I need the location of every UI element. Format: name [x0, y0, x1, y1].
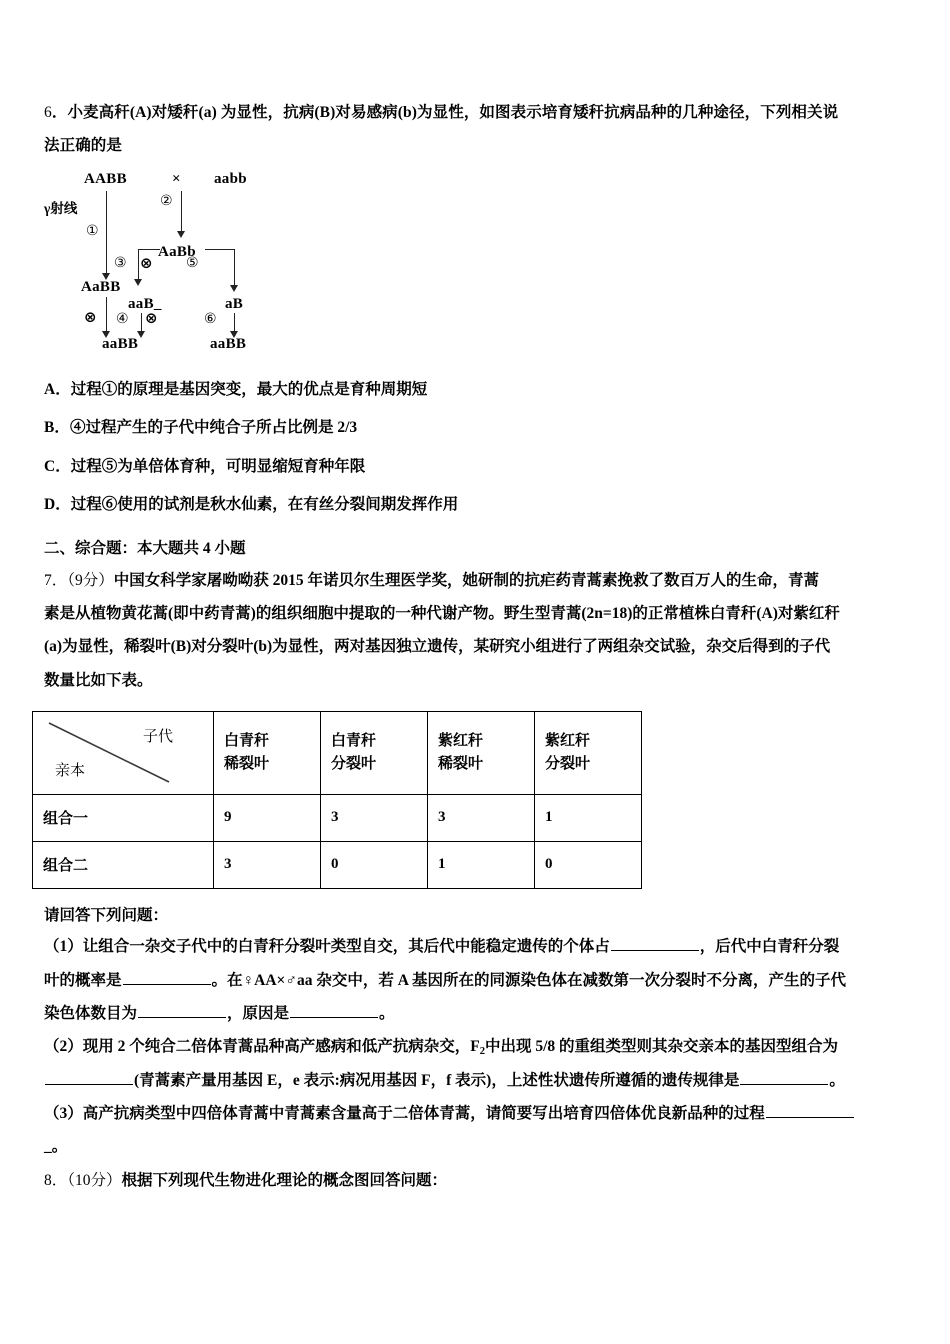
diagram-bottom-left-genotype: aaBB — [102, 335, 139, 352]
table-row — [33, 794, 642, 841]
row-2-label: 组合二 — [33, 841, 214, 888]
question-7-sub-1 — [44, 930, 910, 1030]
diagram-parent1-genotype: AABB — [84, 170, 127, 187]
cross-results-table — [32, 711, 642, 889]
blank-1-2[interactable] — [123, 969, 211, 985]
option-b[interactable] — [44, 420, 910, 436]
row-1-value-4: 1 — [535, 794, 642, 841]
diagram-step-6-marker: ⑥ — [204, 310, 217, 327]
option-b-key: B． — [44, 419, 70, 437]
question-7-number: 7 — [44, 571, 52, 589]
question-8-stem: 8．（10分）根据下列现代生物进化理论的概念图回答问题： — [44, 1171, 448, 1189]
question-8-text: 根据下列现代生物进化理论的概念图回答问题： — [121, 1171, 448, 1189]
blank-1-3[interactable] — [138, 1002, 226, 1018]
table-row — [33, 841, 642, 888]
diagram-branch-left-horizontal — [138, 249, 160, 250]
row-1-value-3: 3 — [428, 794, 535, 841]
sub1-text-b: ，后代中白青秆分裂 — [699, 938, 840, 956]
sub1-text-c: 叶的概率是 — [44, 971, 122, 989]
option-d[interactable] — [44, 497, 910, 513]
sub3-text-a: （3）高产抗病类型中四倍体青蒿中青蒿素含量高于二倍体青蒿，请简要写出培育四倍体优良新品种的过程 — [44, 1105, 765, 1123]
blank-1-4[interactable] — [290, 1002, 378, 1018]
diagram-f1-genotype: AaBb — [158, 243, 196, 260]
col-2-line-1: 白青秆 — [331, 732, 377, 749]
blank-3-1[interactable] — [766, 1102, 854, 1118]
col-3-line-2: 稀裂叶 — [438, 755, 484, 772]
diagram-arrow-2-head — [177, 231, 185, 238]
diagram-step-3-marker: ③ — [114, 254, 127, 271]
diagram-ab-gamete: aB — [225, 295, 244, 312]
sub1-text-a: （1）让组合一杂交子代中的白青秆分裂叶类型自交，其后代中能稳定遗传的个体占 — [44, 938, 610, 956]
corner-offspring-label: 子代 — [142, 728, 173, 745]
diagram-arrow-5-head — [230, 285, 238, 292]
diagram-branch-left-vertical — [138, 249, 139, 282]
diagram-selfcross-symbol-2: ⊗ — [84, 307, 97, 326]
sub1-text-g: 。 — [379, 1004, 395, 1022]
blank-2-1[interactable] — [45, 1069, 133, 1085]
question-7-sub-2 — [44, 1030, 910, 1097]
diagram-step-1-marker: ① — [86, 222, 99, 239]
option-d-text: 过程⑥使用的试剂是秋水仙素，在有丝分裂间期发挥作用 — [70, 496, 459, 514]
question-6-number: 6 — [44, 104, 52, 121]
question-8-number: 8 — [44, 1171, 52, 1189]
diagram-cross-symbol: × — [172, 170, 181, 187]
section-2-heading: 二、综合题：本大题共 4 小题 — [44, 539, 246, 557]
row-2-value-3: 1 — [428, 841, 535, 888]
question-7-para-line2: 素是从植物黄花蒿(即中药青蒿)的组织细胞中提取的一种代谢产物。野生型青蒿(2n=18)的正常植株白青秆(A)对紫红秆 — [44, 604, 840, 622]
option-a-text: 过程①的原理是基因突变，最大的优点是育种周期短 — [70, 380, 428, 398]
sub2-text-a: （2）现用 2 个纯合二倍体青蒿品种高产感病和低产抗病杂交，F — [44, 1038, 480, 1056]
diagram-step-5-marker: ⑤ — [186, 254, 199, 271]
diagram-aabb-heterozygote: AaBB — [81, 278, 121, 295]
table-column-header-2 — [321, 711, 428, 794]
option-c-text: 过程⑤为单倍体育种，可明显缩短育种年限 — [70, 457, 366, 475]
question-6-text-line1: ．小麦高秆(A)对矮秆(a) 为显性，抗病(B)对易感病(b)为显性，如图表示培育矮秆抗病品种的几种途径，下列相关说 — [51, 104, 839, 121]
corner-parent-label: 亲本 — [55, 762, 86, 779]
diagram-bottom-right-genotype: aaBB — [210, 335, 247, 352]
diagram-arrow-1-line — [106, 191, 107, 275]
option-c-key: C． — [44, 457, 71, 475]
col-3-line-1: 紫红秆 — [438, 732, 484, 749]
sub3-text-b: _。 — [44, 1138, 68, 1156]
sub1-text-d: 。在♀AA×♂aa 杂交中，若 A 基因所在的同源染色体在减数第一次分裂时不分离，产生的子代 — [211, 971, 846, 989]
blank-1-1[interactable] — [611, 936, 699, 952]
option-a[interactable] — [44, 382, 910, 398]
diagram-parent2-genotype: aabb — [214, 170, 247, 187]
col-2-line-2: 分裂叶 — [331, 755, 377, 772]
question-7-para-line4: 数量比如下表。 — [44, 671, 153, 689]
sub2-subscript: 2 — [479, 1046, 485, 1058]
question-6-stem — [44, 96, 910, 163]
table-column-header-3 — [428, 711, 535, 794]
diagram-aab-genotype: aaB_ — [128, 295, 162, 312]
col-4-line-2: 分裂叶 — [545, 755, 591, 772]
option-b-text: ④过程产生的子代中纯合子所占比例是 2/3 — [70, 419, 358, 437]
diagram-step-2-marker: ② — [160, 192, 173, 209]
diagram-selfcross-symbol-1: ⊗ — [140, 253, 153, 272]
sub2-text-c: (青蒿素产量用基因 E，e 表示:病况用基因 F，f 表示)，上述性状遗传所遵循的遗传规律是 — [134, 1071, 740, 1089]
table-corner-cell — [33, 711, 214, 794]
option-d-key: D． — [44, 496, 71, 514]
diagram-gamma-ray-label: γ射线 — [44, 200, 78, 216]
option-a-key: A． — [44, 380, 71, 398]
col-4-line-1: 紫红秆 — [545, 732, 591, 749]
diagram-step-4-marker: ④ — [116, 310, 129, 327]
answer-prompt: 请回答下列问题： — [44, 906, 169, 924]
row-2-value-2: 0 — [321, 841, 428, 888]
table-header-row — [33, 711, 642, 794]
row-2-value-4: 0 — [535, 841, 642, 888]
diagram-branch-right-horizontal — [205, 249, 235, 250]
breeding-pathway-diagram — [44, 170, 362, 356]
table-column-header-1 — [214, 711, 321, 794]
sub1-text-e: 染色体数目为 — [44, 1004, 138, 1022]
question-7-para-line1: 中国女科学家屠呦呦获 2015 年诺贝尔生理医学奖，她研制的抗疟药青蒿素挽救了数百万人的生命，青蒿 — [113, 571, 820, 589]
question-7-score: （9分） — [67, 571, 114, 589]
question-6-options — [44, 382, 910, 513]
question-6-text-line2: 法正确的是 — [44, 137, 123, 155]
diagram-branch-right-vertical — [234, 249, 235, 288]
diagram-arrow-2-line — [181, 191, 182, 233]
diagram-arrow-selfcross-line — [106, 297, 107, 334]
question-7-stem: 7．（9分）中国女科学家屠呦呦获 2015 年诺贝尔生理医学奖，她研制的抗疟药青蒿素挽救了数百万人的生命，青蒿 素是从植物黄花蒿(即中药青蒿)的组织细胞中提取的一种代谢产物。野生型青蒿(2n=18)的正常植株白青秆(A)对紫红秆 (a)为显性，稀裂叶(B)对分裂叶(b)为显性，两对基因独立遗传，某研究小组进行了两组杂交试验，杂交后得到的子代 数量比如下表。 — [44, 571, 840, 689]
row-1-label: 组合一 — [33, 794, 214, 841]
col-1-line-2: 稀裂叶 — [224, 755, 270, 772]
page-content — [44, 96, 910, 1197]
col-1-line-1: 白青秆 — [224, 732, 270, 749]
sub2-text-b: 中出现 5/8 的重组类型则其杂交亲本的基因型组合为 — [485, 1038, 839, 1056]
question-7-sub-3 — [44, 1097, 910, 1164]
blank-2-2[interactable] — [740, 1069, 828, 1085]
table-column-header-4 — [535, 711, 642, 794]
sub1-text-f: ，原因是 — [227, 1004, 290, 1022]
diagram-selfcross-symbol-3: ⊗ — [145, 308, 158, 327]
diagram-arrow-3-head — [134, 279, 142, 286]
row-1-value-2: 3 — [321, 794, 428, 841]
sub2-text-d: 。 — [829, 1071, 845, 1089]
row-1-value-1: 9 — [214, 794, 321, 841]
question-8-score: （10分） — [67, 1171, 122, 1189]
question-7-para-line3: (a)为显性，稀裂叶(B)对分裂叶(b)为显性，两对基因独立遗传，某研究小组进行了两组杂交试验，杂交后得到的子代 — [44, 638, 831, 656]
row-2-value-1: 3 — [214, 841, 321, 888]
option-c[interactable] — [44, 459, 910, 475]
